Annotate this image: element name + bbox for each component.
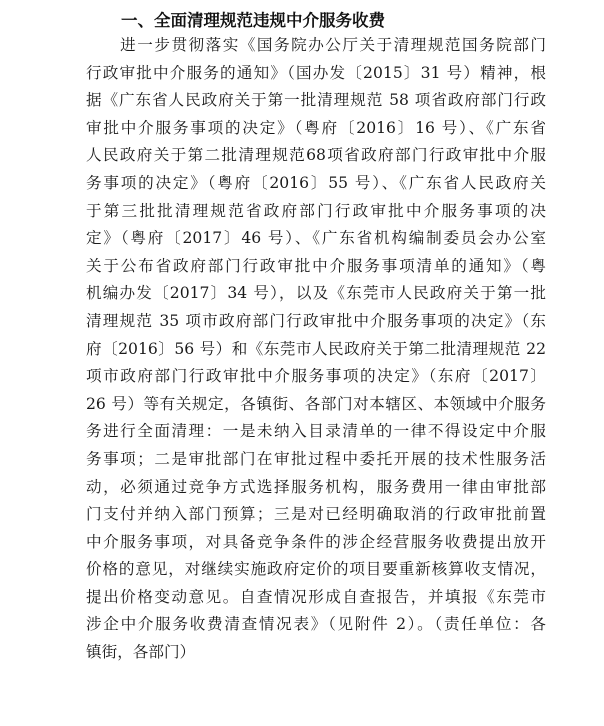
- paragraph: [86, 32, 546, 667]
- paragraph-line: 于第三批批清理规范省政府部门行政审批中介服务事项的决: [86, 201, 546, 220]
- paragraph-line: 涉企中介服务收费清查情况表》（见附件 2）。（责任单位：各: [86, 615, 546, 634]
- paragraph-line: 人民政府关于第二批清理规范68项省政府部门行政审批中介服: [86, 146, 546, 165]
- paragraph-line: 中介服务事项，对具备竞争条件的涉企经营服务收费提出放开: [86, 532, 546, 551]
- paragraph-line: 机编办发〔2017〕34 号），以及《东莞市人民政府关于第一批: [86, 284, 546, 303]
- paragraph-line: 镇街，各部门）: [86, 643, 196, 662]
- paragraph-line: 门支付并纳入部门预算；三是对已经明确取消的行政审批前置: [86, 505, 546, 524]
- paragraph-line: 清理规范 35 项市政府部门行政审批中介服务事项的决定》（东: [86, 311, 546, 330]
- paragraph-line: 审批中介服务事项的决定》（粤府〔2016〕16 号）、《广东省: [86, 118, 546, 137]
- paragraph-line: 项市政府部门行政审批中介服务事项的决定》（东府〔2017〕: [86, 367, 546, 386]
- paragraph-line: 行政审批中介服务的通知》（国办发〔2015〕31 号）精神，根: [86, 63, 546, 82]
- paragraph-line: 务事项；二是审批部门在审批过程中委托开展的技术性服务活: [86, 449, 546, 468]
- paragraph-line: 提出价格变动意见。自查情况形成自查报告，并填报《东莞市: [86, 587, 546, 606]
- paragraph-line: 务事项的决定》（粤府〔2016〕55 号）、《广东省人民政府关: [86, 173, 546, 192]
- section-heading: 一、全面清理规范违规中介服务收费: [121, 11, 385, 30]
- paragraph-line: 动，必须通过竞争方式选择服务机构，服务费用一律由审批部: [86, 477, 546, 496]
- paragraph-line: 26 号）等有关规定，各镇街、各部门对本辖区、本领域中介服务: [86, 394, 546, 413]
- paragraph-line: 定》（粤府〔2017〕46 号）、《广东省机构编制委员会办公室: [86, 229, 546, 248]
- paragraph-line: 价格的意见，对继续实施政府定价的项目要重新核算收支情况，: [86, 560, 546, 579]
- paragraph-line: 务进行全面清理：一是未纳入目录清单的一律不得设定中介服: [86, 422, 546, 441]
- paragraph-line: 关于公布省政府部门行政审批中介服务事项清单的通知》（粤: [86, 256, 546, 275]
- paragraph-line: 进一步贯彻落实《国务院办公厅关于清理规范国务院部门: [86, 36, 546, 54]
- paragraph-line: 据《广东省人民政府关于第一批清理规范 58 项省政府部门行政: [86, 91, 546, 110]
- paragraph-line: 府〔2016〕56 号）和《东莞市人民政府关于第二批清理规范 22: [86, 339, 546, 358]
